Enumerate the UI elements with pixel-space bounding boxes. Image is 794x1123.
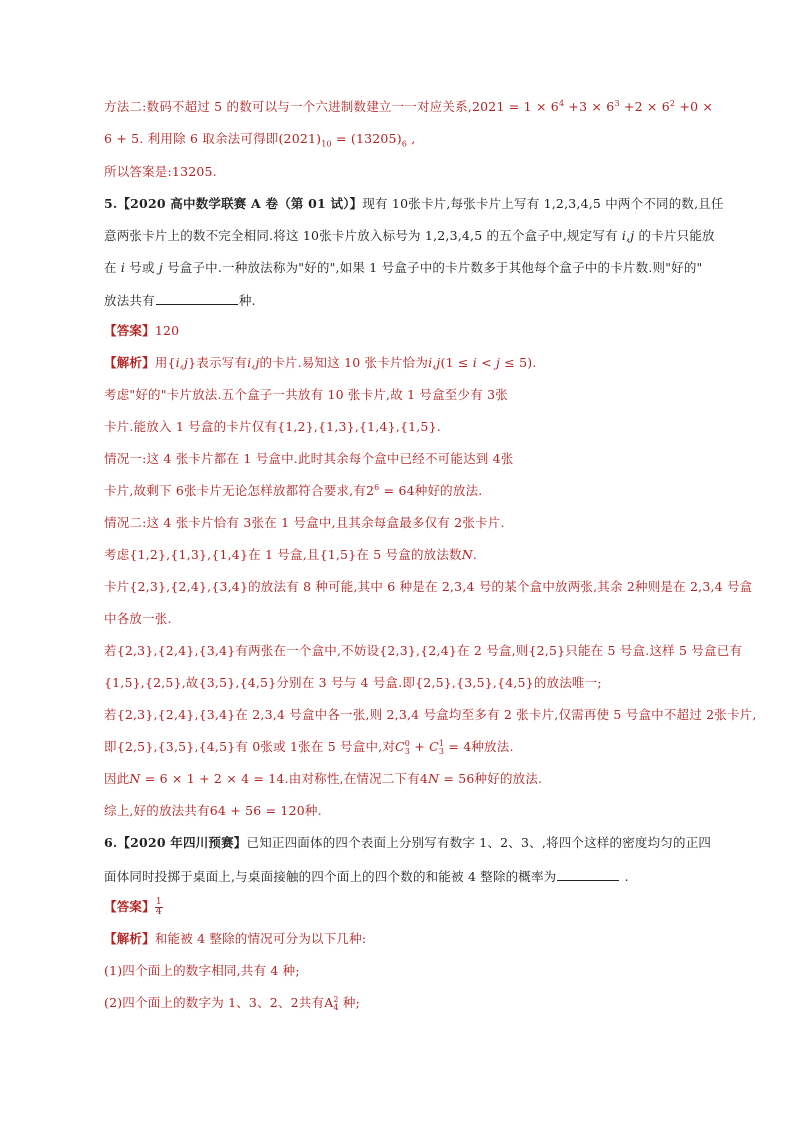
q5-answer-blank xyxy=(156,290,238,305)
q5-answer xyxy=(104,322,734,340)
q6-analysis-1: 【解析】和能被 4 整除的情况可分为以下几种: xyxy=(104,931,367,946)
method2-line1: 方法二:数码不超过 5 的数可以与一个六进制数建立一一对应关系$,2021 = 1 \times 6^4 +3 \times 6^3 +2 \times 6^2 +0$ × xyxy=(104,98,714,114)
method2-line2: 6 + 5. 利用除 6 取余法可得即$(2021)_{10} = (13205)_6$ , xyxy=(104,131,416,149)
q5-analysis-5: 卡片,故剩下 6张卡片无论怎样放都符合要求,有$2^6 = 64$种好的放法. xyxy=(104,482,483,498)
q6-source: 【2020 年四川预赛】 xyxy=(117,835,247,850)
q5-analysis-3: 卡片.能放入 1 号盒的卡片仅有{1,2},{1,3},{1,4},{1,5}. xyxy=(104,419,441,434)
q5-analysis-2: 考虑"好的"卡片放法.五个盒子一共放有 10 张卡片,故 1 号盒至少有 3张 xyxy=(104,387,508,402)
q6-answer-label: 【答案】 xyxy=(104,899,155,914)
q5-answer-value: 120 xyxy=(154,323,180,338)
q5-analysis-label: 【解析】 xyxy=(104,355,155,370)
q6-line2: 面体同时投掷于桌面上,与桌面接触的四个面上的四个数的和能被 4 整除的概率为 . xyxy=(104,866,734,886)
q5-analysis-7: 考虑{1,2},{1,3},{1,4}在 1 号盒,且{1,5}在 5 号盒的放法数N. xyxy=(104,547,478,562)
q5-analysis-13: 即{2,5},{3,5},{4,5}有 0张或 1张在 5 号盒中,对C 0 3 + C 1 3 = 4种放法. xyxy=(104,738,514,756)
q5-line3: 在 i 号或 j 号盒子中.一种放法称为"好的",如果 1 号盒子中的卡片数多于其他每个盒子中的卡片数.则"好的" xyxy=(104,260,703,275)
q6-line1: 6.【2020 年四川预赛】已知正四面体的四个表面上分别写有数字 1、2、3、,将四个这样的密度均匀的正四 xyxy=(104,835,712,850)
q5-analysis-9: 中各放一张. xyxy=(104,611,172,626)
q5-line2: 意两张卡片上的数不完全相同.将这 10张卡片放入标号为 1,2,3,4,5 的五个盒子中,规定写有 i,j 的卡片只能放 xyxy=(104,228,715,243)
q5-analysis-4: 情况一:这 4 张卡片都在 1 号盒中.此时其余每个盒中已经不可能达到 4张 xyxy=(104,451,514,466)
q5-analysis-6: 情况二:这 4 张卡片恰有 3张在 1 号盒中,且其余每盒最多仅有 2张卡片. xyxy=(104,515,505,530)
method2-answer: 所以答案是:13205. xyxy=(104,164,217,179)
q5-line4: 放法共有 种. xyxy=(104,290,734,310)
q5-number: 5. xyxy=(104,196,118,211)
q5-analysis-14: 因此N = 6 × 1 + 2 × 4 = 14.由对称性,在情况二下有4N = 56种好的放法. xyxy=(104,771,543,786)
q6-number: 6. xyxy=(104,835,118,850)
q5-analysis-15: 综上,好的放法共有64 + 56 = 120种. xyxy=(104,803,322,818)
q6-answer xyxy=(104,898,734,917)
q5-analysis-10: 若{2,3},{2,4},{3,4}有两张在一个盒中,不妨设{2,3},{2,4}在 2 号盒,则{2,5}只能在 5 号盒.这样 5 号盒已有 xyxy=(104,643,743,658)
q6-answer-fraction: $\frac{1}{4}$ xyxy=(155,897,162,917)
q6-answer-blank xyxy=(557,866,619,881)
q5-analysis-8: 卡片{2,3},{2,4},{3,4}的放法有 8 种可能,其中 6 种是在 2,3,4 号的某个盒中放两张,其余 2种则是在 2,3,4 号盒 xyxy=(104,579,753,594)
q6-analysis-3: (2)四个面上的数字为 1、3、2、2共有A 2 4 种; xyxy=(104,994,361,1012)
q5-answer-label: 【答案】 xyxy=(104,323,155,338)
q5-line1: 5.【2020 高中数学联赛 A 卷（第 01 试）】现有 10张卡片,每张卡片上写有 1,2,3,4,5 中两个不同的数,且任 xyxy=(104,196,724,211)
q5-source: 【2020 高中数学联赛 A 卷（第 01 试）】 xyxy=(117,196,363,211)
q6-analysis-2: (1)四个面上的数字相同,共有 4 种; xyxy=(104,963,300,978)
q5-analysis-1: 【解析】用{i,j}表示写有i,j的卡片.易知这 10 张卡片恰为i,j(1 ≤ i < j ≤ 5). xyxy=(104,355,537,370)
q6-analysis-label: 【解析】 xyxy=(104,931,155,946)
q5-analysis-12: 若{2,3},{2,4},{3,4}在 2,3,4 号盒中各一张,则 2,3,4 号盒均至多有 2 张卡片,仅需再使 5 号盒中不超过 2张卡片, xyxy=(104,707,757,722)
q5-analysis-11: {1,5},{2,5},故{3,5},{4,5}分别在 3 号与 4 号盒.即{2,5},{3,5},{4,5}的放法唯一; xyxy=(104,675,602,690)
